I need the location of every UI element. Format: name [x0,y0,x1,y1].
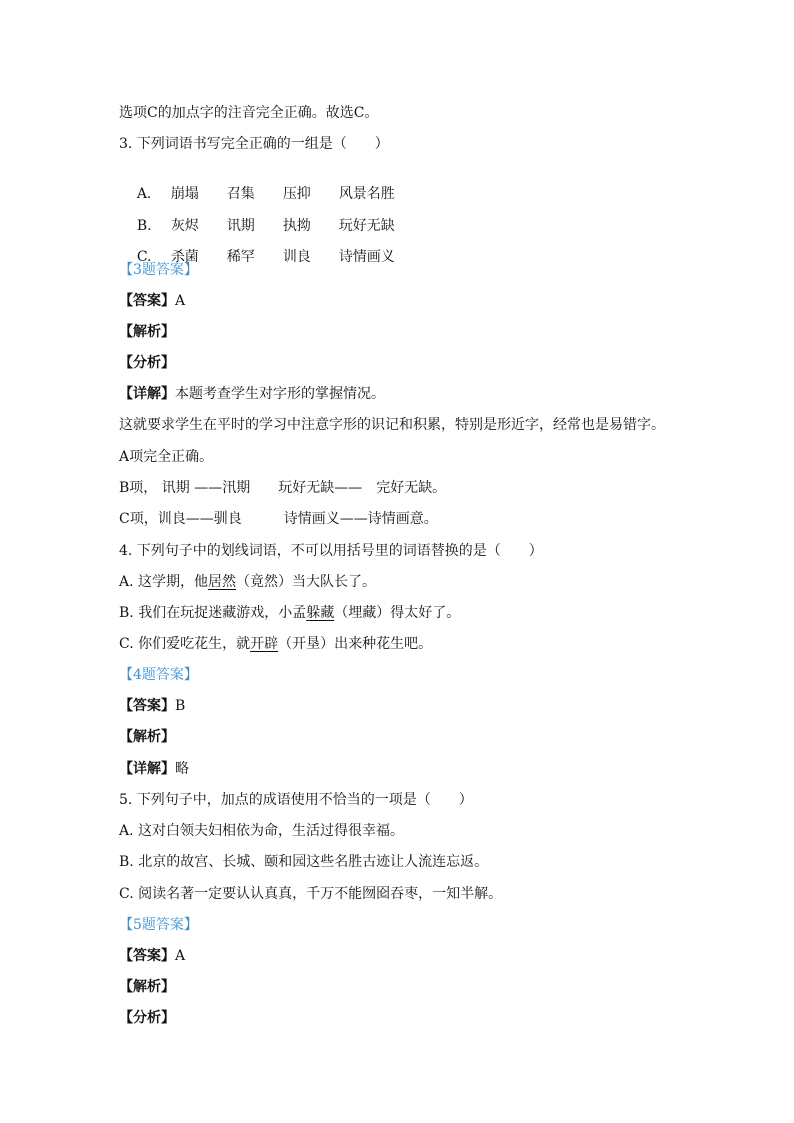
option-letter: A. [136,186,152,202]
question-5: 5. 下列句子中，加点的成语使用不恰当的一项是（ ） [119,792,473,808]
q4-option-b [119,604,460,622]
answer-section-tag: 【3题答案】 [119,262,198,278]
answer-value: A [175,293,186,309]
option-letter: B. [136,218,152,234]
underlined-word: 居然 [208,574,237,590]
q4-option-a [119,573,376,591]
answer-value: A [175,948,186,964]
answer-line [119,292,185,310]
word: 稀罕 [226,249,255,265]
answer-line [119,947,185,965]
answer-line [119,697,185,715]
answer-value: B [175,698,186,714]
word: 灰烬 [170,218,199,234]
text-line: A项完全正确。 [119,449,214,465]
fenxi-heading: 【分析】 [119,355,175,371]
option-text: C. 你们爱吃花生，就 [119,636,251,652]
detail-text: 本题考查学生对字形的掌握情况。 [175,386,385,402]
option-text: B. 我们在玩捉迷藏游戏，小孟 [119,605,307,621]
detail-label: 【详解】 [119,761,175,777]
underlined-word: 躲藏 [306,605,335,621]
word: 杀菌 [170,249,199,265]
q5-option-b: B. 北京的故宫、长城、颐和园这些名胜古迹让人流连忘返。 [119,854,489,870]
detail-line [119,760,189,778]
option-text: （竟然）当大队长了。 [236,574,377,590]
answer-label: 【答案】 [119,698,175,714]
word: 崩塌 [170,186,199,202]
option-text: （开垦）出来种花生吧。 [278,636,433,652]
underlined-word: 开辟 [250,636,279,652]
answer-section-tag: 【4题答案】 [119,667,198,683]
q4-option-c [119,635,432,653]
text-line: 这就要求学生在平时的学习中注意字形的识记和积累，特别是形近字，经常也是易错字。 [119,417,665,433]
word: 玩好无缺 [338,218,395,234]
text-line: B项， 讯期 ——汛期 玩好无缺—— 完好无缺。 [119,480,447,496]
question-4: 4. 下列句子中的划线词语，不可以用括号里的词语替换的是（ ） [119,543,543,559]
word: 召集 [226,186,255,202]
text-line: 选项C的加点字的注音完全正确。故选C。 [119,105,379,121]
detail-text: 略 [175,761,189,777]
question-3: 3. 下列词语书写完全正确的一组是（ ） [119,136,389,152]
option-letter: C. [136,249,152,265]
answer-label: 【答案】 [119,948,175,964]
word: 诗情画义 [338,249,395,265]
option-text: A. 这学期，他 [119,574,209,590]
option-text: （埋藏）得太好了。 [334,605,461,621]
answer-label: 【答案】 [119,293,175,309]
word: 压抑 [282,186,311,202]
word: 训良 [282,249,311,265]
detail-line [119,385,385,403]
answer-section-tag: 【5题答案】 [119,917,198,933]
analysis-heading: 【解析】 [119,979,175,995]
q5-option-c: C. 阅读名著一定要认认真真，千万不能囫囵吞枣，一知半解。 [119,886,503,902]
word: 讯期 [226,218,255,234]
analysis-heading: 【解析】 [119,324,175,340]
q5-option-a: A. 这对白领夫妇相依为命，生活过得很幸福。 [119,823,405,839]
text-line: C项，训良——驯良 诗情画义——诗情画意。 [119,511,438,527]
fenxi-heading: 【分析】 [119,1010,175,1026]
word: 执拗 [282,218,311,234]
detail-label: 【详解】 [119,386,175,402]
analysis-heading: 【解析】 [119,729,175,745]
word: 风景名胜 [338,186,395,202]
